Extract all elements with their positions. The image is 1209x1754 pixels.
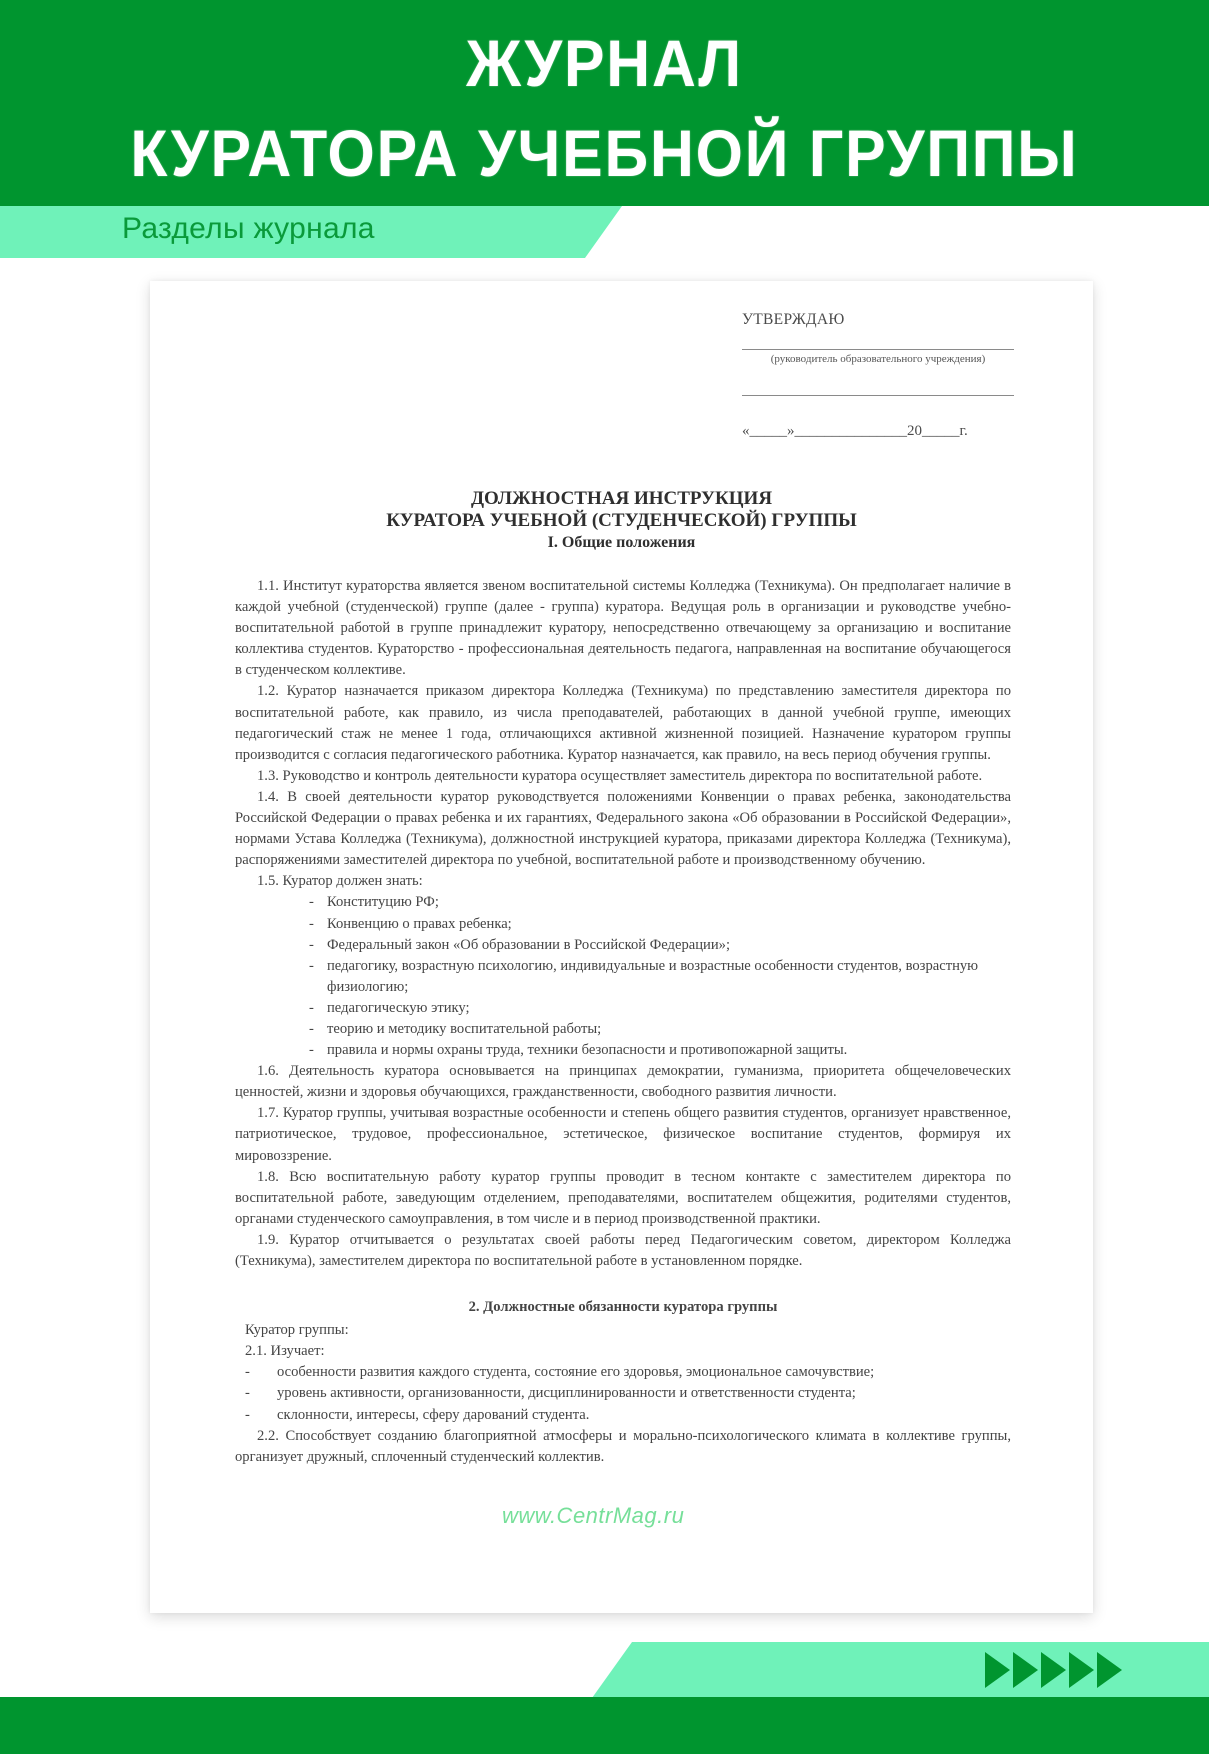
paragraph-2-1: 2.1. Изучает: bbox=[245, 1343, 325, 1360]
name-line bbox=[742, 395, 1014, 396]
page-title-line-2: КУРАТОРА УЧЕБНОЙ ГРУППЫ bbox=[130, 116, 1079, 190]
document-title-line-1: ДОЛЖНОСТНАЯ ИНСТРУКЦИЯ bbox=[470, 488, 773, 509]
paragraph-1-6: 1.6. Деятельность куратора основывается на принципах демократии, гуманизма, приоритета общечеловеческих ценностей, жизни и здоровья обучающихся, гражданственности, свободного развития личности. bbox=[235, 1063, 1011, 1101]
dash-bullet-icon: - bbox=[309, 894, 314, 911]
dash-bullet-icon: - bbox=[245, 1364, 250, 1381]
paragraph-1-2: 1.2. Куратор назначается приказом директора Колледжа (Техникума) по представлению заместителя директора по воспитательной работе, как правило, из числа преподавателей, работающих в данной учебной группе, имеющих педагогический стаж не менее 1 года, отличающихся активной жизненной позицией. Назначение куратором группы производится с согласия педагогического работника. Куратор назначается, как правило, на весь период обучения группы. bbox=[235, 683, 1011, 763]
paragraph-1-5: 1.5. Куратор должен знать: bbox=[257, 873, 423, 890]
document-page bbox=[150, 281, 1093, 1613]
dash-bullet-icon: - bbox=[309, 1042, 314, 1059]
paragraph-2-2: 2.2. Способствует созданию благоприятной атмосферы и морально-психологического климата в коллективе группы, организует дружный, сплоченный студенческий коллектив. bbox=[235, 1427, 1011, 1465]
document-body bbox=[235, 576, 1011, 1468]
document-title-line-2: КУРАТОРА УЧЕБНОЙ (СТУДЕНЧЕСКОЙ) ГРУППЫ bbox=[386, 510, 857, 531]
arrow-right-icon bbox=[1097, 1652, 1122, 1688]
paragraph-1-9: 1.9. Куратор отчитывается о результатах своей работы перед Педагогическим советом, директором Колледжа (Техникума), заместителем директора по воспитательной работе в установленном порядке. bbox=[235, 1231, 1011, 1269]
arrow-right-icon bbox=[1041, 1652, 1066, 1688]
approval-title: УТВЕРЖДАЮ bbox=[742, 311, 845, 328]
paragraph-1-1: 1.1. Институт кураторства является звеном воспитательной системы Колледжа (Техникума). Он предполагает наличие в каждой учебной (студенческой) группе (далее - группа) куратора. Ведущая роль в организации и руководстве учебно-воспитательной работой в группе принадлежит куратору, непосредственно отвечающему за организацию и воспитание коллектива студентов. Кураторство - профессиональная деятельность педагога, направленная на воспитание обучающегося в студенческом коллективе. bbox=[235, 578, 1011, 679]
list-item: - педагогику, возрастную психологию, индивидуальные и возрастные особенности студентов, возрастную физиологию; bbox=[309, 957, 979, 995]
dash-bullet-icon: - bbox=[309, 915, 314, 932]
dash-bullet-icon: - bbox=[245, 1385, 250, 1402]
dash-bullet-icon: - bbox=[245, 1406, 250, 1423]
list-item: - теорию и методику воспитательной работы; bbox=[235, 1019, 1011, 1040]
paragraph-1-8: 1.8. Всю воспитательную работу куратор группы проводит в тесном контакте с заместителем директора по воспитательной работе, заведующим отделением, преподавателями, воспитателем общежития, родителями студентов, органами студенческого самоуправления, в том числе и в период производственной практики. bbox=[235, 1168, 1011, 1227]
list-item: - Конституцию РФ; bbox=[235, 892, 1011, 913]
section-label: Разделы журнала bbox=[122, 212, 375, 245]
document-title bbox=[150, 488, 1093, 554]
paragraph-1-4: 1.4. В своей деятельности куратор руководствуется положениями Конвенции о правах ребенка, законодательства Российской Федерации о правах ребенка и их гарантиях, Федерального закона «Об образовании в Российской Федерации», нормами Устава Колледжа (Техникума), должностной инструкцией куратора, приказами директора Колледжа (Техникума), распоряжениями заместителей директора по учебной, воспитательной работе и производственному обучению. bbox=[235, 788, 1011, 869]
list-item: - особенности развития каждого студента, состояние его здоровья, эмоциональное самочувствие; bbox=[235, 1362, 1011, 1383]
approval-date: «_____»_______________20_____г. bbox=[742, 423, 968, 439]
list-item: - Федеральный закон «Об образовании в Российской Федерации»; bbox=[235, 935, 1011, 956]
list-item: - Конвенцию о правах ребенка; bbox=[235, 914, 1011, 935]
paragraph-1-7: 1.7. Куратор группы, учитывая возрастные особенности и степень общего развития студентов, организует нравственное, патриотическое, трудовое, профессиональное, эстетическое, физическое воспитание студентов, формируя их мировоззрение. bbox=[235, 1105, 1011, 1164]
list-item: - склонности, интересы, сферу дарований студента. bbox=[235, 1405, 1011, 1426]
dash-bullet-icon: - bbox=[309, 936, 314, 953]
section-1-heading: I. Общие положения bbox=[547, 534, 696, 551]
header-banner bbox=[0, 0, 1209, 206]
dash-bullet-icon: - bbox=[309, 999, 314, 1016]
list-item: - педагогическую этику; bbox=[235, 998, 1011, 1019]
dash-bullet-icon: - bbox=[309, 1020, 314, 1037]
arrow-right-icon bbox=[1069, 1652, 1094, 1688]
dash-bullet-icon: - bbox=[309, 957, 314, 974]
section-ribbon bbox=[0, 206, 1209, 258]
list-item: - правила и нормы охраны труда, техники безопасности и противопожарной защиты. bbox=[235, 1040, 1011, 1061]
signature-line bbox=[742, 349, 1014, 350]
page-title-line-1: ЖУРНАЛ bbox=[466, 26, 743, 100]
paragraph-1-3: 1.3. Руководство и контроль деятельности куратора осуществляет заместитель директора по воспитательной работе. bbox=[257, 767, 983, 784]
watermark: www.CentrMag.ru bbox=[502, 1503, 685, 1528]
list-item: - уровень активности, организованности, дисциплинированности и ответственности студента; bbox=[235, 1383, 1011, 1404]
section-2-heading: 2. Должностные обязанности куратора группы bbox=[468, 1299, 778, 1316]
approval-caption: (руководитель образовательного учреждения) bbox=[770, 353, 986, 365]
page-title bbox=[48, 18, 1160, 198]
arrow-right-icon bbox=[1013, 1652, 1038, 1688]
section-2-intro: Куратор группы: bbox=[245, 1322, 349, 1339]
approval-block bbox=[742, 311, 1014, 440]
arrow-right-icon bbox=[985, 1652, 1010, 1688]
footer-band bbox=[0, 1697, 1209, 1754]
next-arrows[interactable] bbox=[985, 1652, 1122, 1688]
